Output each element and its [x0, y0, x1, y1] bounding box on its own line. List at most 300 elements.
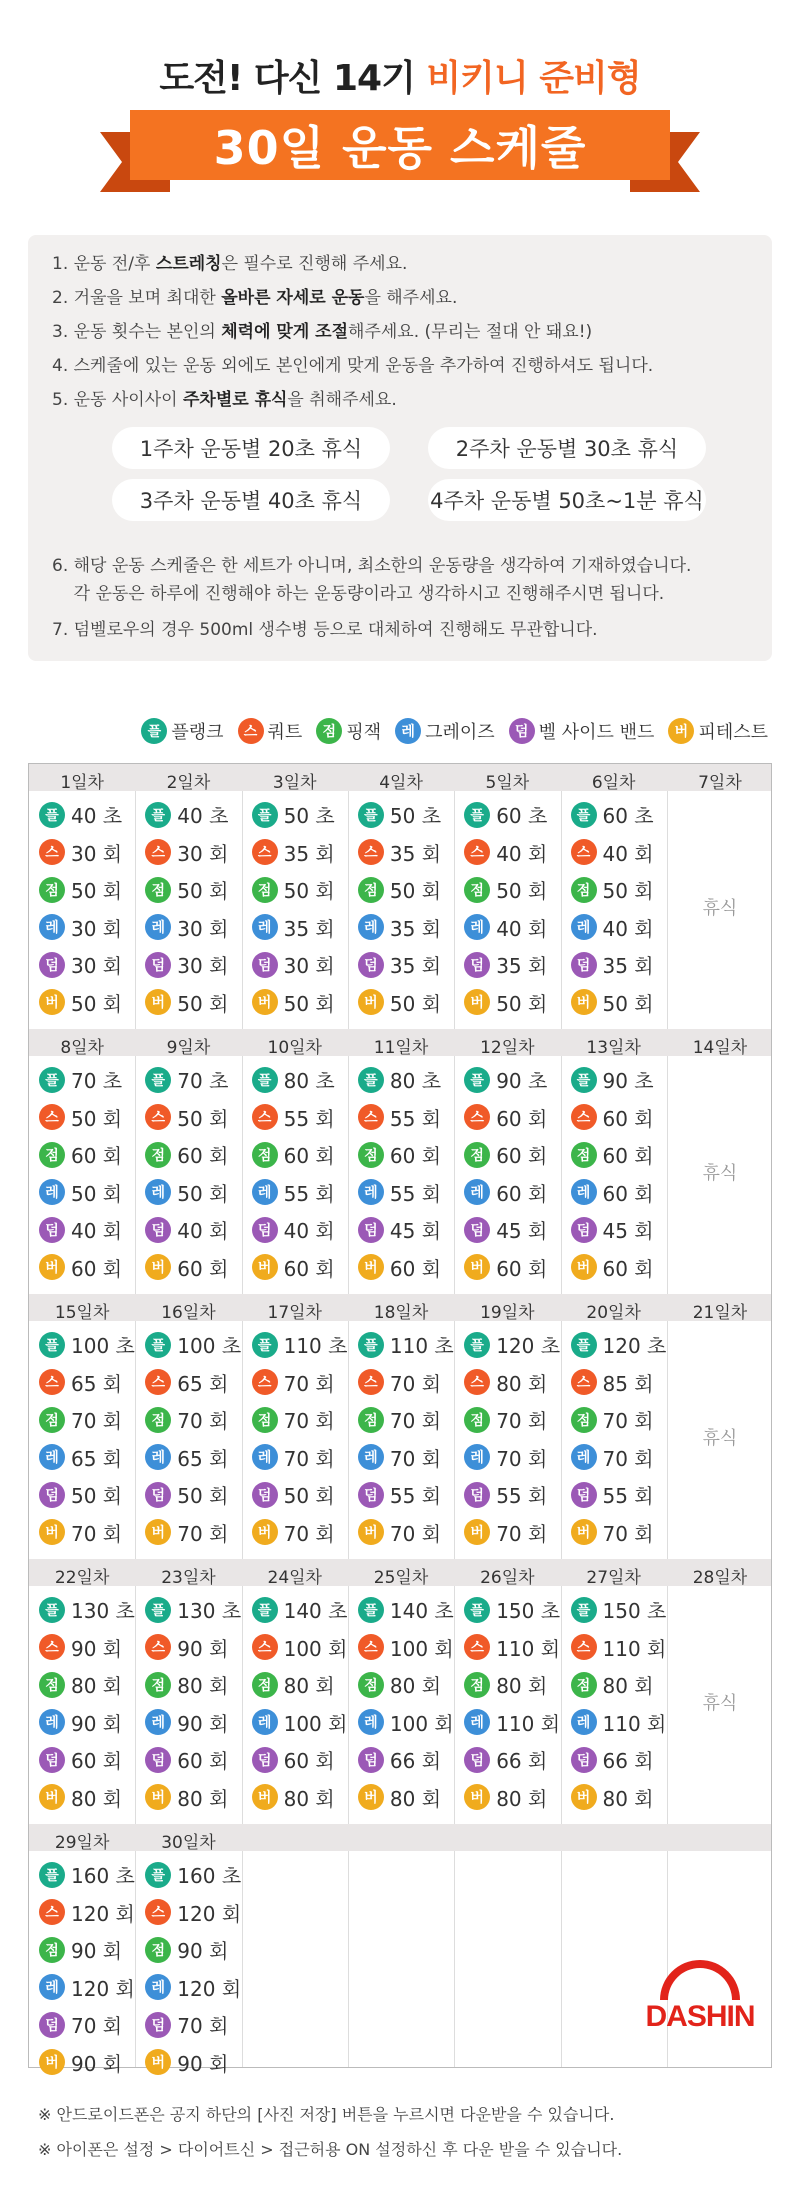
exercise-badge: 레: [464, 1444, 490, 1470]
exercise-amount: 70 회: [496, 1446, 548, 1471]
exercise-entry: [145, 1708, 228, 1737]
exercise-amount: 100 회: [283, 1636, 348, 1661]
schedule-table: [28, 763, 772, 2076]
exercise-entry: [39, 1065, 122, 1094]
rule-emphasis: 올바른 자세로 운동: [221, 288, 365, 308]
exercise-badge: 버: [571, 1784, 597, 1810]
exercise-badge: 점: [145, 1937, 171, 1963]
exercise-badge: 점: [145, 1672, 171, 1698]
page-title: 30일 운동 스케줄: [213, 121, 587, 175]
exercise-badge: 버: [39, 1784, 65, 1810]
exercise-badge: 버: [145, 1784, 171, 1810]
exercise-badge: 플: [252, 1332, 278, 1358]
exercise-entry: [39, 1745, 122, 1774]
exercise-amount: 90 초: [602, 1069, 654, 1093]
rule-emphasis: 체력에 맞게 조절: [221, 322, 349, 342]
day-label: 28일차: [692, 1568, 748, 1588]
exercise-badge: 스: [464, 1369, 490, 1395]
exercise-amount: 110 회: [602, 1636, 667, 1661]
exercise-entry: [252, 1480, 335, 1509]
exercise-entry: [39, 1178, 122, 1207]
exercise-badge: 레: [39, 1444, 65, 1470]
exercise-amount: 30 회: [283, 954, 335, 978]
ribbon-body: [130, 110, 670, 180]
exercise-badge: 스: [252, 1369, 278, 1395]
exercise-entry: [464, 988, 547, 1017]
rule-text: 을 취해주세요.: [287, 390, 397, 410]
exercise-entry: [145, 2010, 228, 2039]
exercise-badge: 플: [39, 1862, 65, 1888]
exercise-badge: 플: [571, 1597, 597, 1623]
exercise-amount: 60 회: [283, 1144, 335, 1168]
exercise-entry: [39, 1973, 135, 2002]
exercise-entry: [358, 1253, 441, 1282]
exercise-entry: [358, 1368, 441, 1397]
exercise-entry: [145, 1745, 228, 1774]
exercise-amount: 70 초: [71, 1069, 123, 1093]
exercise-amount: 60 회: [177, 1749, 229, 1773]
exercise-badge: 덤: [358, 1217, 384, 1243]
exercise-badge: 플: [145, 1067, 171, 1093]
note-android: ※ 안드로이드폰은 공지 하단의 [사진 저장] 버튼을 누르시면 다운받을 수 있습니다.: [38, 2105, 615, 2124]
exercise-badge: 버: [39, 1519, 65, 1545]
exercise-entry: [358, 1708, 454, 1737]
exercise-entry: [145, 1330, 241, 1359]
exercise-badge: 레: [358, 914, 384, 940]
exercise-badge: 레: [39, 1974, 65, 2000]
day-label: 8일차: [60, 1038, 104, 1058]
exercise-badge: 스: [39, 839, 65, 865]
exercise-entry: [464, 1670, 547, 1699]
day-label: 17일차: [267, 1303, 322, 1323]
exercise-amount: 160 초: [177, 1864, 242, 1888]
exercise-amount: 70 회: [71, 1521, 123, 1546]
exercise-entry: [39, 1140, 122, 1169]
exercise-amount: 70 회: [602, 1446, 654, 1471]
exercise-badge: 덤: [571, 1482, 597, 1508]
exercise-entry: [464, 1595, 560, 1624]
exercise-entry: [571, 1215, 654, 1244]
exercise-badge: 덤: [358, 952, 384, 978]
column-divider: [667, 764, 668, 2067]
exercise-entry: [252, 1140, 335, 1169]
exercise-amount: 50 회: [177, 1106, 229, 1131]
exercise-entry: [252, 1518, 335, 1547]
exercise-badge: 스: [358, 1634, 384, 1660]
day-label: 22일차: [54, 1568, 110, 1588]
exercise-amount: 45 회: [602, 1219, 654, 1243]
exercise-amount: 100 초: [177, 1334, 242, 1358]
exercise-entry: [358, 1670, 441, 1699]
exercise-entry: [145, 1898, 241, 1927]
exercise-entry: [464, 800, 547, 829]
day-label: 3일차: [272, 773, 317, 793]
exercise-amount: 60 회: [389, 1256, 442, 1281]
exercise-badge: 점: [464, 1142, 490, 1168]
exercise-amount: 50 회: [71, 991, 123, 1016]
exercise-amount: 80 초: [283, 1069, 335, 1093]
exercise-entry: [252, 1253, 335, 1282]
exercise-amount: 120 회: [71, 1901, 135, 1926]
exercise-badge: 스: [571, 1369, 597, 1395]
exercise-amount: 90 회: [177, 1636, 229, 1661]
exercise-amount: 50 회: [496, 991, 548, 1016]
exercise-badge: 스: [39, 1899, 65, 1925]
exercise-entry: [145, 2048, 228, 2077]
exercise-amount: 50 회: [283, 991, 335, 1016]
day-label: 7일차: [698, 773, 742, 793]
exercise-amount: 45 회: [389, 1219, 442, 1243]
exercise-badge: 레: [145, 1709, 171, 1735]
exercise-entry: [358, 1783, 441, 1812]
rule-line: [52, 249, 407, 274]
exercise-amount: 130 초: [71, 1599, 135, 1623]
exercise-entry: [39, 1330, 135, 1359]
exercise-badge: 점: [464, 877, 490, 903]
rule-line: [52, 385, 397, 410]
exercise-entry: [39, 1633, 122, 1662]
day-label: 24일차: [267, 1568, 322, 1588]
exercise-amount: 55 회: [389, 1484, 442, 1508]
exercise-entry: [145, 1140, 228, 1169]
exercise-amount: 70 회: [496, 1521, 548, 1546]
dashin-logo: [640, 1960, 760, 2060]
exercise-badge: 플: [39, 802, 65, 828]
exercise-entry: [145, 1518, 228, 1547]
exercise-entry: [358, 1103, 441, 1132]
exercise-amount: 100 회: [283, 1711, 348, 1736]
exercise-badge: 점: [358, 1407, 384, 1433]
rest-day-label: 휴식: [702, 1163, 738, 1184]
exercise-amount: 120 회: [71, 1976, 135, 2001]
exercise-badge: 덤: [464, 1482, 490, 1508]
exercise-badge: 레: [39, 914, 65, 940]
exercise-badge: 점: [252, 1672, 278, 1698]
exercise-badge: 스: [358, 839, 384, 865]
exercise-entry: [464, 1745, 547, 1774]
exercise-amount: 50 회: [177, 1181, 229, 1206]
exercise-badge: 플: [358, 1332, 384, 1358]
subtitle-prefix: 도전! 다신 14기: [159, 58, 415, 99]
exercise-amount: 70 회: [71, 2014, 123, 2038]
exercise-badge: 스: [571, 1634, 597, 1660]
exercise-amount: 90 회: [71, 2051, 123, 2076]
exercise-amount: 60 회: [602, 1181, 654, 1206]
exercise-amount: 100 회: [389, 1711, 454, 1736]
exercise-badge: 덤: [358, 1747, 384, 1773]
exercise-badge: 플: [252, 1067, 278, 1093]
exercise-entry: [145, 1480, 228, 1509]
exercise-amount: 80 회: [283, 1786, 335, 1811]
exercise-badge: 덤: [464, 1217, 490, 1243]
exercise-entry: [358, 1330, 454, 1359]
exercise-entry: [252, 800, 335, 829]
exercise-amount: 50 회: [71, 1181, 123, 1206]
exercise-entry: [39, 800, 122, 829]
exercise-amount: 50 회: [389, 879, 442, 903]
exercise-amount: 130 초: [177, 1599, 242, 1623]
exercise-amount: 65 회: [177, 1371, 229, 1396]
exercise-amount: 45 회: [496, 1219, 548, 1243]
exercise-entry: [39, 1518, 122, 1547]
logo-text: DASHIN: [645, 2000, 755, 2033]
exercise-entry: [464, 1103, 547, 1132]
exercise-amount: 70 회: [283, 1409, 335, 1433]
exercise-badge: 버: [571, 1519, 597, 1545]
exercise-entry: [39, 1898, 135, 1927]
exercise-entry: [252, 1708, 348, 1737]
exercise-amount: 60 회: [496, 1181, 548, 1206]
rule-line: 6. 해당 운동 스케줄은 한 세트가 아니며, 최소한의 운동량을 생각하여 기재하였습니다.: [52, 556, 692, 576]
exercise-entry: [464, 913, 547, 942]
exercise-amount: 66 회: [496, 1749, 548, 1773]
exercise-entry: [145, 1935, 228, 1964]
exercise-entry: [145, 800, 228, 829]
exercise-amount: 55 회: [389, 1106, 442, 1131]
exercise-amount: 60 회: [496, 1256, 548, 1281]
day-label: 5일차: [485, 773, 530, 793]
exercise-entry: [358, 1745, 441, 1774]
exercise-badge: 레: [464, 1709, 490, 1735]
exercise-amount: 50 회: [71, 879, 123, 903]
exercise-legend: [141, 718, 768, 744]
rule-line: 7. 덤벨로우의 경우 500ml 생수병 등으로 대체하여 진행해도 무관합니다.: [52, 620, 598, 640]
exercise-badge: 버: [145, 1254, 171, 1280]
exercise-badge: 레: [464, 914, 490, 940]
exercise-badge: 스: [252, 839, 278, 865]
exercise-badge: 버: [145, 1519, 171, 1545]
exercise-entry: [145, 1443, 228, 1472]
rule-line: [52, 283, 457, 308]
exercise-entry: [39, 1860, 135, 1889]
exercise-entry: [571, 1518, 654, 1547]
rest-day-label: 휴식: [702, 1428, 738, 1449]
exercise-badge: 버: [464, 1784, 490, 1810]
exercise-entry: [571, 988, 654, 1017]
exercise-entry: [571, 800, 654, 829]
exercise-amount: 35 회: [389, 954, 442, 978]
day-label: 18일차: [373, 1303, 429, 1323]
exercise-amount: 150 초: [602, 1599, 667, 1623]
logo-arc: [660, 1960, 740, 2000]
exercise-amount: 60 회: [389, 1144, 442, 1168]
exercise-entry: [358, 1518, 441, 1547]
exercise-entry: [358, 1633, 454, 1662]
rest-pill-week-2: 2주차 운동별 30초 휴식: [428, 427, 706, 469]
exercise-amount: 50 회: [496, 879, 548, 903]
exercise-badge: 플: [39, 1597, 65, 1623]
exercise-amount: 70 회: [177, 2014, 229, 2038]
exercise-amount: 50 회: [71, 1484, 123, 1508]
day-label: 30일차: [161, 1833, 216, 1853]
column-divider: [242, 764, 243, 2067]
exercise-amount: 60 초: [496, 804, 548, 828]
exercise-amount: 80 회: [496, 1371, 548, 1396]
exercise-badge: 버: [358, 989, 384, 1015]
exercise-badge: 스: [464, 1634, 490, 1660]
exercise-entry: [358, 800, 441, 829]
column-divider: [135, 764, 136, 2067]
exercise-badge: 스: [464, 839, 490, 865]
exercise-badge: 스: [39, 1634, 65, 1660]
exercise-amount: 80 회: [389, 1674, 442, 1698]
exercise-amount: 55 회: [283, 1181, 335, 1206]
exercise-badge: 점: [145, 1407, 171, 1433]
legend-label: 쿼트: [267, 722, 303, 743]
exercise-amount: 30 회: [71, 841, 123, 866]
exercise-entry: [571, 913, 654, 942]
exercise-badge: 점: [252, 1142, 278, 1168]
exercise-badge: 버: [39, 2049, 65, 2075]
exercise-amount: 40 회: [496, 841, 548, 866]
exercise-badge: 스: [145, 839, 171, 865]
exercise-entry: [145, 950, 228, 979]
column-divider: [348, 764, 349, 2067]
exercise-entry: [145, 1595, 241, 1624]
exercise-amount: 120 초: [602, 1334, 667, 1358]
exercise-entry: [39, 1670, 122, 1699]
rest-pill-week-1: 1주차 운동별 20초 휴식: [112, 427, 390, 469]
day-label: 14일차: [692, 1038, 748, 1058]
exercise-amount: 50 초: [389, 804, 442, 828]
exercise-entry: [571, 1178, 654, 1207]
exercise-entry: [145, 838, 228, 867]
exercise-entry: [464, 1178, 547, 1207]
day-label: 4일차: [379, 773, 423, 793]
exercise-entry: [145, 1253, 228, 1282]
exercise-badge: 레: [571, 1709, 597, 1735]
exercise-entry: [39, 2048, 122, 2077]
exercise-amount: 55 회: [602, 1484, 654, 1508]
exercise-amount: 50 회: [177, 879, 229, 903]
exercise-entry: [464, 950, 547, 979]
exercise-amount: 70 회: [283, 1371, 335, 1396]
exercise-entry: [571, 1670, 654, 1699]
day-label: 1일차: [60, 773, 104, 793]
exercise-entry: [571, 1783, 654, 1812]
exercise-amount: 55 회: [496, 1484, 548, 1508]
exercise-badge: 플: [464, 1067, 490, 1093]
exercise-amount: 40 초: [177, 804, 229, 828]
exercise-amount: 30 회: [71, 954, 123, 978]
exercise-entry: [252, 988, 335, 1017]
exercise-entry: [358, 1140, 441, 1169]
day-label: 13일차: [586, 1038, 641, 1058]
exercise-badge: 점: [252, 877, 278, 903]
exercise-badge: 플: [571, 802, 597, 828]
exercise-badge: 덤: [464, 952, 490, 978]
exercise-amount: 110 초: [283, 1334, 348, 1358]
exercise-entry: [145, 1670, 228, 1699]
rule-emphasis: 주차별로 휴식: [182, 390, 288, 410]
day-label: 16일차: [161, 1303, 216, 1323]
exercise-amount: 70 회: [283, 1446, 335, 1471]
exercise-entry: [358, 1595, 454, 1624]
exercise-amount: 60 초: [602, 804, 654, 828]
exercise-entry: [358, 838, 441, 867]
exercise-badge: 플: [571, 1332, 597, 1358]
exercise-entry: [39, 1368, 122, 1397]
exercise-badge: 버: [252, 1784, 278, 1810]
day-label: 2일차: [166, 773, 211, 793]
exercise-badge: 스: [145, 1104, 171, 1130]
exercise-badge: 레: [39, 1709, 65, 1735]
exercise-badge: 레: [252, 1709, 278, 1735]
exercise-badge: 버: [464, 989, 490, 1015]
exercise-badge: 버: [464, 1254, 490, 1280]
day-label: 26일차: [480, 1568, 535, 1588]
day-label: 6일차: [591, 773, 636, 793]
exercise-entry: [358, 1178, 441, 1207]
exercise-badge: 레: [358, 1444, 384, 1470]
exercise-badge: 스: [571, 839, 597, 865]
exercise-badge: 스: [358, 1104, 384, 1130]
exercise-amount: 35 회: [389, 916, 442, 941]
exercise-entry: [464, 1783, 547, 1812]
exercise-entry: [464, 1518, 547, 1547]
rule-text: 은 필수로 진행해 주세요.: [221, 254, 408, 274]
exercise-badge: 플: [358, 802, 384, 828]
rule-text: 3. 운동 횟수는 본인의: [52, 322, 222, 342]
exercise-amount: 50 회: [389, 991, 442, 1016]
rule-line: [52, 351, 653, 376]
exercise-amount: 60 회: [602, 1106, 654, 1131]
exercise-entry: [39, 913, 122, 942]
exercise-amount: 65 회: [177, 1446, 229, 1471]
exercise-amount: 160 초: [71, 1864, 135, 1888]
column-divider: [454, 764, 455, 2067]
exercise-amount: 60 회: [602, 1256, 654, 1281]
legend-item: [668, 718, 768, 744]
exercise-entry: [571, 1140, 654, 1169]
exercise-badge: 점: [252, 1407, 278, 1433]
exercise-badge: 플: [145, 802, 171, 828]
exercise-entry: [39, 1595, 135, 1624]
exercise-amount: 60 회: [71, 1256, 123, 1281]
exercise-amount: 60 회: [177, 1144, 229, 1168]
exercise-amount: 80 회: [602, 1786, 654, 1811]
exercise-amount: 50 회: [177, 991, 229, 1016]
exercise-badge: 스: [145, 1369, 171, 1395]
exercise-entry: [39, 2010, 122, 2039]
exercise-amount: 110 회: [496, 1636, 561, 1661]
exercise-entry: [39, 950, 122, 979]
exercise-badge: 덤: [145, 1217, 171, 1243]
exercise-entry: [571, 1103, 654, 1132]
exercise-entry: [145, 1215, 228, 1244]
exercise-badge: 덤: [39, 1217, 65, 1243]
exercise-badge: 플: [464, 1597, 490, 1623]
column-divider: [561, 764, 562, 2067]
exercise-entry: [252, 1330, 348, 1359]
exercise-badge: 점: [571, 1142, 597, 1168]
exercise-amount: 65 회: [71, 1446, 123, 1471]
exercise-entry: [571, 950, 654, 979]
day-label: 12일차: [480, 1038, 535, 1058]
exercise-entry: [571, 1368, 654, 1397]
exercise-badge: 버: [358, 1254, 384, 1280]
exercise-badge: 스: [252, 1104, 278, 1130]
exercise-badge: 레: [571, 914, 597, 940]
exercise-badge: 스: [39, 1104, 65, 1130]
exercise-amount: 90 회: [71, 1711, 123, 1736]
exercise-entry: [464, 1140, 547, 1169]
exercise-badge: 점: [39, 877, 65, 903]
day-label: 15일차: [54, 1303, 110, 1323]
exercise-entry: [145, 1973, 241, 2002]
legend-badge: 점: [316, 718, 342, 744]
exercise-badge: 레: [571, 1179, 597, 1205]
